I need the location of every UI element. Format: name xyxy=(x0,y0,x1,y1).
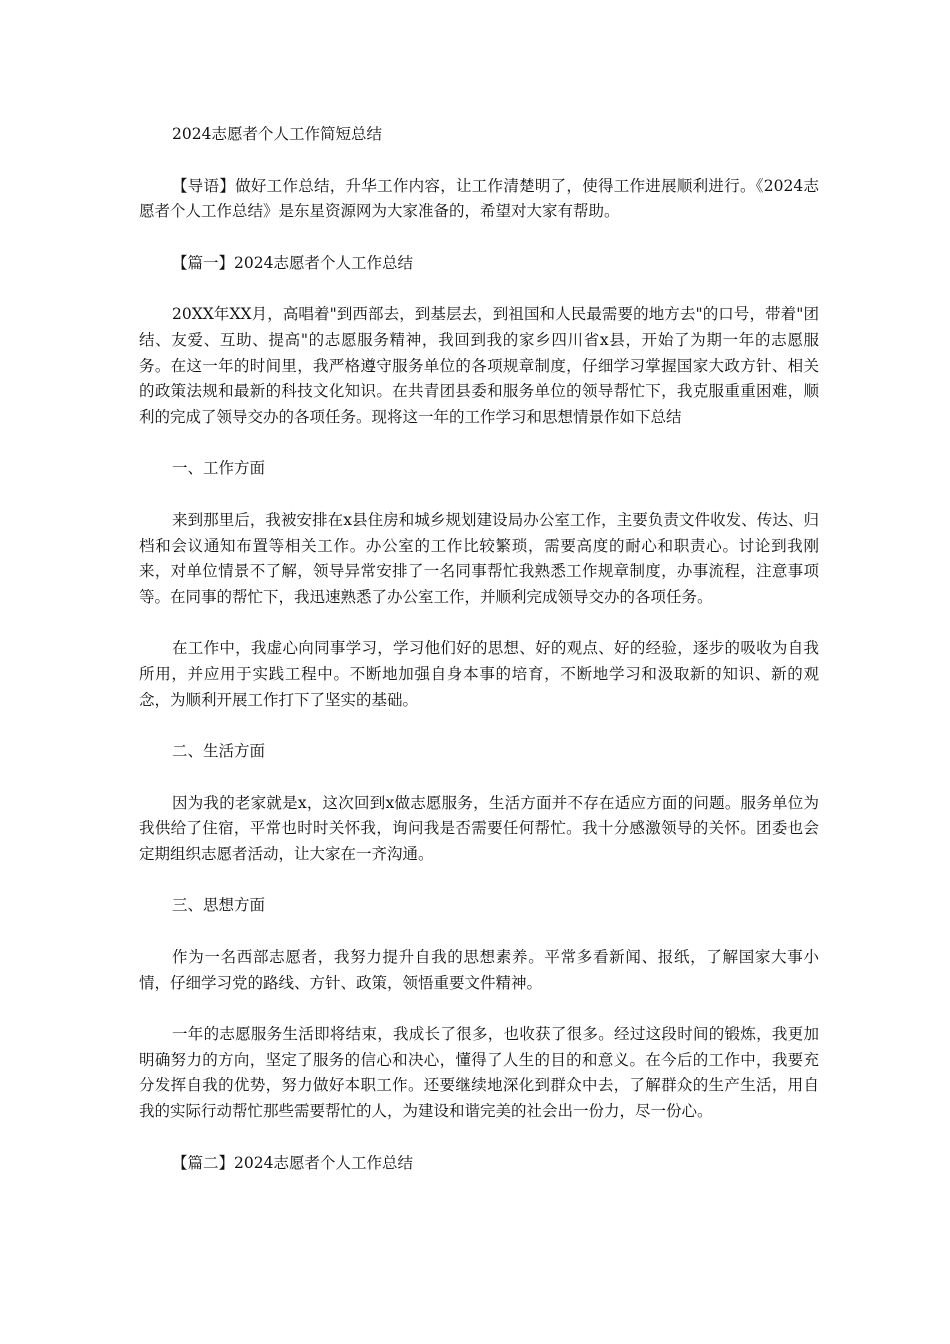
section2-heading: 二、生活方面 xyxy=(172,742,266,761)
intro-paragraph: 【导语】做好工作总结，升华工作内容，让工作清楚明了，使得工作进展顺利进行。《2024志愿者个人工作总结》是东星资源网为大家准备的，希望对大家有帮助。 xyxy=(139,176,819,221)
document-body xyxy=(139,122,819,1202)
part2-heading: 【篇二】2024志愿者个人工作总结 xyxy=(172,1153,413,1172)
paragraph-1: 20XX年XX月，高唱着"到西部去，到基层去，到祖国和人民最需要的地方去"的口号，带着"团结、友爱、互助、提高"的志愿服务精神，我回到我的家乡四川省x县，开始了为期一年的志愿服务。在这一年的时间里，我严格遵守服务单位的各项规章制度，仔细学习掌握国家大政方针、相关的政策法规和最新的科技文化知识。在共青团县委和服务单位的领导帮忙下，我克服重重困难，顺利的完成了领导交办的各项任务。现将这一年的工作学习和思想情景作如下总结 xyxy=(139,305,819,426)
paragraph-5: 作为一名西部志愿者，我努力提升自我的思想素养。平常多看新闻、报纸，了解国家大事小情，仔细学习党的路线、方针、政策，领悟重要文件精神。 xyxy=(139,948,819,992)
paragraph-4: 因为我的老家就是x，这次回到x做志愿服务，生活方面并不存在适应方面的问题。服务单位为我供给了住宿，平常也时时关怀我，询问我是否需要任何帮忙。我十分感激领导的关怀。团委也会定期组织志愿者活动，让大家在一齐沟通。 xyxy=(139,793,819,863)
part1-heading: 【篇一】2024志愿者个人工作总结 xyxy=(172,253,413,272)
paragraph-2: 来到那里后，我被安排在x县住房和城乡规划建设局办公室工作，主要负责文件收发、传达、归档和会议通知布置等相关工作。办公室的工作比较繁琐，需要高度的耐心和职责心。讨论到我刚来，对单位情景不了解，领导异常安排了一名同事帮忙我熟悉工作规章制度，办事流程，注意事项等。在同事的帮忙下，我迅速熟悉了办公室工作，并顺利完成领导交办的各项任务。 xyxy=(139,510,819,606)
paragraph-6: 一年的志愿服务生活即将结束，我成长了很多，也收获了很多。经过这段时间的锻炼，我更加明确努力的方向，坚定了服务的信心和决心，懂得了人生的目的和意义。在今后的工作中，我要充分发挥自我的优势，努力做好本职工作。还要继续地深化到群众中去，了解群众的生产生活，用自我的实际行动帮忙那些需要帮忙的人，为建设和谐完美的社会出一份力，尽一份心。 xyxy=(139,1025,819,1121)
paragraph-3: 在工作中，我虚心向同事学习，学习他们好的思想、好的观点、好的经验，逐步的吸收为自我所用，并应用于实践工程中。不断地加强自身本事的培育，不断地学习和汲取新的知识、新的观念，为顺利开展工作打下了坚实的基础。 xyxy=(139,639,819,709)
section1-heading: 一、工作方面 xyxy=(172,459,266,478)
document-title: 2024志愿者个人工作简短总结 xyxy=(172,125,382,143)
section3-heading: 三、思想方面 xyxy=(172,896,266,915)
